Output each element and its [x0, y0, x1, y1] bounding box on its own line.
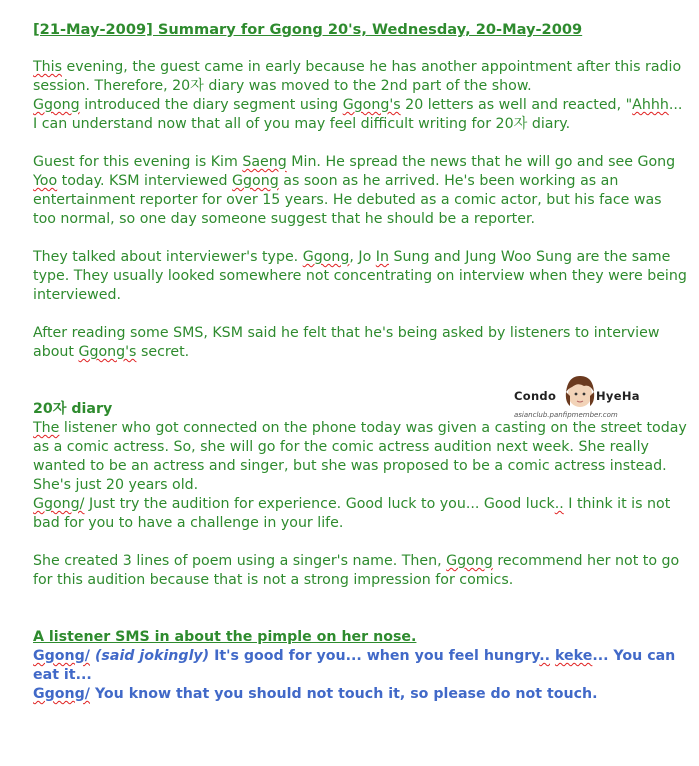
- word: Ggong: [33, 97, 80, 113]
- text: Guest for this evening is Kim: [33, 154, 243, 170]
- word: Ggong/: [33, 686, 90, 702]
- sms-line-1: [33, 647, 687, 685]
- word: Ggong's: [78, 344, 137, 360]
- sms-heading: A listener SMS in about the pimple on her nose.: [33, 629, 417, 645]
- text: She created 3 lines of poem using a singer's name. Then,: [33, 553, 447, 569]
- text: Just try the audition for experience. Good luck to you... Good luck: [84, 496, 555, 512]
- text: today. KSM interviewed: [57, 173, 233, 189]
- text: evening, the guest came in early because he has another appointment after this radio session. Therefore, 20자 diary was moved to the 2nd part of the show.: [33, 59, 682, 94]
- sms-line-2: [33, 685, 687, 704]
- word: Ahhh: [632, 97, 669, 113]
- word: Ggong: [302, 249, 350, 265]
- word: Ggong: [446, 553, 493, 569]
- text: listener who got connected on the phone today was given a casting on the street today as a comic actress. So, she will go for the comic actress audition next week. She really wanted to be an actress and singer, but she was proposed to be a comic actress instead. She's just 20 years old.: [33, 420, 687, 493]
- text: Sung and Jung Woo Sung are the same type. They usually looked somewhere not concentrating on interview when they were being interviewed.: [33, 249, 687, 303]
- word: This: [33, 59, 62, 75]
- watermark-logo: [510, 374, 640, 419]
- paragraph-poem: [33, 552, 687, 590]
- text: It's good for you... when you feel hungry: [209, 648, 540, 664]
- text: ... I can understand now that all of you may feel difficult writing for 20자 diary.: [33, 97, 683, 132]
- paragraph-diary: [33, 419, 687, 533]
- text: introduced the diary segment using: [79, 97, 343, 113]
- paragraph-intro: [33, 58, 687, 134]
- logo-left-text: Condo: [514, 389, 557, 403]
- text: I think it is not bad for you to have a challenge in your life.: [33, 496, 671, 531]
- diary-heading: 20자 diary: [33, 401, 113, 417]
- word: Ggong's: [342, 97, 401, 113]
- text: recommend her not to go for this audition because that is not a strong impression for comics.: [33, 553, 680, 588]
- word: Ggong/: [33, 496, 85, 512]
- logo-subtext: asianclub.panfipmember.com: [514, 411, 618, 419]
- paragraph-sms: [33, 324, 687, 362]
- text: 20 letters as well and reacted, ": [400, 97, 633, 113]
- word: Ggong/: [33, 648, 90, 664]
- word: Ggong: [232, 173, 279, 189]
- portrait-icon: [562, 374, 598, 408]
- word: ..: [554, 496, 564, 512]
- word: The: [33, 420, 60, 436]
- article: [33, 20, 687, 704]
- text: as soon as he arrived. He's been working as an entertainment reporter for over 15 years. He debuted as a comic actor, but his face was too normal, so one day someone suggest that he should be a reporter.: [33, 173, 662, 227]
- text: Min. He spread the news that he will go and see Gong: [286, 154, 676, 170]
- text: , Jo: [349, 249, 376, 265]
- word: ..: [539, 648, 551, 664]
- paragraph-interviewer: [33, 248, 687, 305]
- text: After reading some SMS, KSM said he felt that he's being asked by listeners to interview about: [33, 325, 660, 360]
- text: They talked about interviewer's type.: [33, 249, 303, 265]
- word: Saeng: [242, 154, 287, 170]
- word: keke: [554, 648, 593, 664]
- text-italic: (said jokingly): [90, 648, 210, 664]
- logo-right-text: HyeHa: [596, 389, 640, 403]
- text: ... You can eat it...: [33, 648, 676, 683]
- page-title: [21-May-2009] Summary for Ggong 20's, Wednesday, 20-May-2009: [33, 21, 583, 38]
- text: secret.: [136, 344, 190, 360]
- paragraph-guest: [33, 153, 687, 229]
- word: Yoo: [33, 173, 58, 189]
- word: In: [375, 249, 389, 265]
- text: You know that you should not touch it, so please do not touch.: [90, 686, 598, 702]
